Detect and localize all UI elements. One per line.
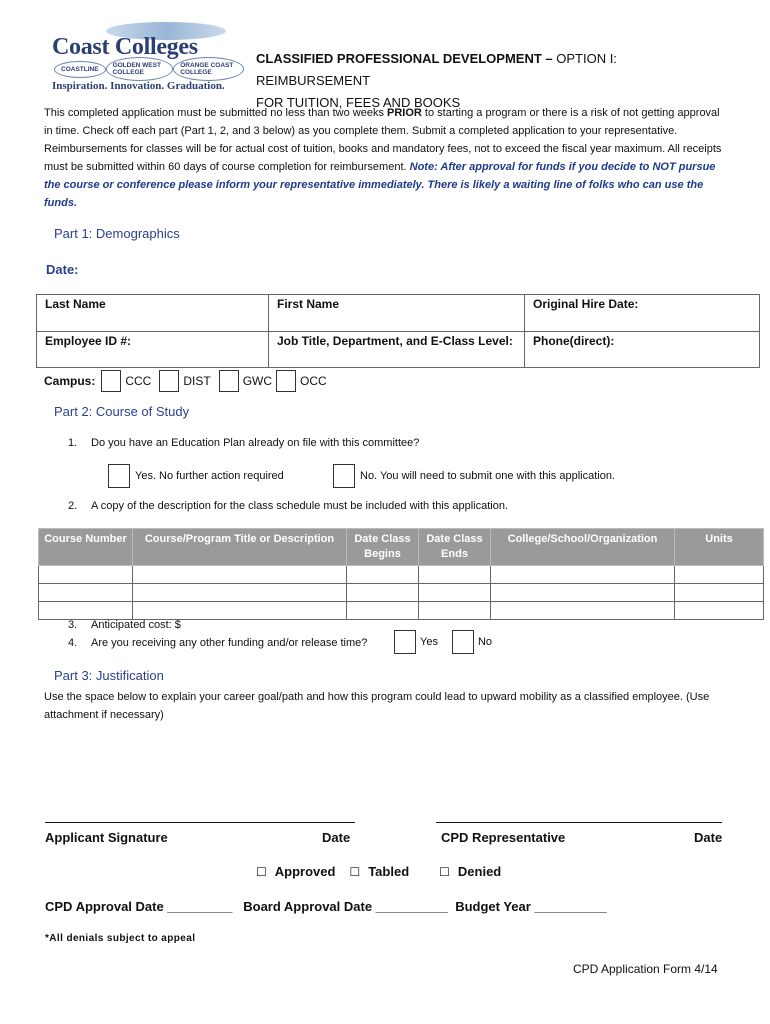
form-id: CPD Application Form 4/14 [573,962,718,976]
denied-label: Denied [457,864,502,879]
q1-text: Do you have an Education Plan already on file with this committee? [91,437,420,449]
approval-dates-row [45,899,607,914]
intro-note: Note: After approval for funds if you decide to NOT pursue the course or conference please inform your representative immediately. There is likely a waiting line of folks who can use the funds. [44,161,716,209]
denied-checkbox[interactable]: ☐ [439,864,450,879]
course-table [38,528,764,620]
q1-no-checkbox[interactable] [333,464,355,488]
last-name-cell[interactable] [37,295,269,332]
q2-text: A copy of the description for the class schedule must be included with this application. [91,500,509,512]
q1-no-label: No. You will need to submit one with this application. [360,470,615,482]
course-cell[interactable] [133,566,347,584]
q1-yes-option [108,464,284,488]
col-course-title: Course/Program Title or Description [133,529,347,566]
part3-instructions: Use the space below to explain your career goal/path and how this program could lead to upward mobility as a classified employee. (Use attachment if necessary) [44,691,710,721]
course-cell[interactable] [419,566,491,584]
date-label: Date: [46,262,79,277]
course-cell[interactable] [347,584,419,602]
job-title-label: Job Title, Department, and E-Class Level: [277,334,513,348]
q4-no-checkbox[interactable] [452,630,474,654]
course-cell[interactable] [39,584,133,602]
logo-colleges [54,58,244,80]
employee-id-label: Employee ID #: [45,334,132,348]
q2-number: 2. [68,500,78,512]
q4-no-label: No [477,636,493,648]
col-date-begins: Date Class Begins [347,529,419,566]
intro-text-1: This completed application must be submitted no less than two weeks [44,107,388,119]
q4-yes-label: Yes [420,636,438,648]
course-cell[interactable] [675,602,764,620]
logo-college-1: COASTLINE [54,61,106,78]
course-cell[interactable] [39,566,133,584]
logo-college-3: ORANGE COAST COLLEGE [173,57,244,81]
title-bold: CLASSIFIED PROFESSIONAL DEVELOPMENT – [256,51,553,66]
course-cell[interactable] [133,584,347,602]
title-rest: OPTION I: REIMBURSEMENT [256,51,617,88]
intro-text-2: to starting a program or there is a risk of not getting approval in time. Check off each part (Part 1, 2, and 3 below) as you complete them. Submit a completed application to your representative. Reimbursements for classes will be for actual cost of tuition, books and mandatory fees, not to exceed the fiscal year maximum. All receipts must be submitted within 60 days of course completion for reimbursement. [44,107,722,173]
cpd-date-label: Date [694,830,723,845]
phone-label: Phone(direct): [533,334,615,348]
campus-occ-checkbox[interactable] [276,370,296,392]
q4-text: Are you receiving any other funding and/or release time? [91,637,368,649]
course-cell[interactable] [675,584,764,602]
q4-options [394,630,492,654]
course-cell[interactable] [675,566,764,584]
title-line2: FOR TUITION, FEES AND BOOKS [256,95,461,110]
col-college: College/School/Organization [491,529,675,566]
approved-label: Approved [274,864,336,879]
campus-gwc-label: GWC [242,374,273,388]
course-cell[interactable] [133,602,347,620]
part3-title: Part 3: Justification [54,668,164,683]
course-row [39,584,764,602]
approved-checkbox[interactable]: ☐ [256,864,267,879]
course-cell[interactable] [491,584,675,602]
campus-occ-label: OCC [300,374,327,388]
campus-ccc-label: CCC [125,374,152,388]
hire-date-label: Original Hire Date: [533,297,639,311]
course-cell[interactable] [347,602,419,620]
course-cell[interactable] [419,602,491,620]
course-cell[interactable] [39,602,133,620]
campus-row [44,368,327,394]
course-row [39,566,764,584]
first-name-label: First Name [277,297,340,311]
col-course-number: Course Number [39,529,133,566]
logo-tagline: Inspiration. Innovation. Graduation. [52,80,225,92]
board-approval-date[interactable]: Board Approval Date __________ [243,899,448,914]
q1-number: 1. [68,437,78,449]
col-units: Units [675,529,764,566]
intro-prior: PRIOR [387,107,422,119]
tabled-checkbox[interactable]: ☐ [349,864,361,879]
cpd-approval-date[interactable]: CPD Approval Date _________ [45,899,233,914]
phone-cell[interactable] [525,332,760,368]
last-name-label: Last Name [45,297,106,311]
applicant-signature-label: Applicant Signature [45,830,168,845]
intro-paragraph [44,104,728,212]
course-cell[interactable] [347,566,419,584]
logo-college-2: GOLDEN WEST COLLEGE [106,57,174,81]
part2-title: Part 2: Course of Study [54,404,190,419]
q3-text: Anticipated cost: $ [91,619,181,631]
q1-yes-checkbox[interactable] [108,464,130,488]
campus-dist-checkbox[interactable] [159,370,179,392]
course-row [39,602,764,620]
cpd-rep-signature-line[interactable] [436,822,722,823]
course-cell[interactable] [419,584,491,602]
cpd-representative-label: CPD Representative [441,830,566,845]
denials-note: *All denials subject to appeal [45,933,196,944]
q4-yes-checkbox[interactable] [394,630,416,654]
justification-area[interactable] [44,730,734,814]
course-cell[interactable] [491,602,675,620]
part1-title: Part 1: Demographics [54,226,180,241]
employee-id-cell[interactable] [37,332,269,368]
budget-year[interactable]: Budget Year __________ [455,899,607,914]
first-name-cell[interactable] [269,295,525,332]
campus-label: Campus: [44,374,96,388]
course-cell[interactable] [491,566,675,584]
q1-yes-label: Yes. No further action required [135,470,284,482]
col-date-ends: Date Class Ends [419,529,491,566]
campus-dist-label: DIST [183,374,211,388]
decision-row [256,864,501,879]
q4-number: 4. [68,637,78,649]
job-title-cell[interactable] [269,332,525,368]
demographics-table [36,294,760,368]
tabled-label: Tabled [368,864,410,879]
logo-name: Coast Colleges [52,34,198,60]
coast-colleges-logo [46,20,246,96]
hire-date-cell[interactable] [525,295,760,332]
applicant-signature-line[interactable] [45,822,355,823]
q3-number: 3. [68,619,78,631]
q1-no-option [333,464,615,488]
campus-gwc-checkbox[interactable] [219,370,239,392]
campus-ccc-checkbox[interactable] [101,370,121,392]
applicant-date-label: Date [322,830,351,845]
